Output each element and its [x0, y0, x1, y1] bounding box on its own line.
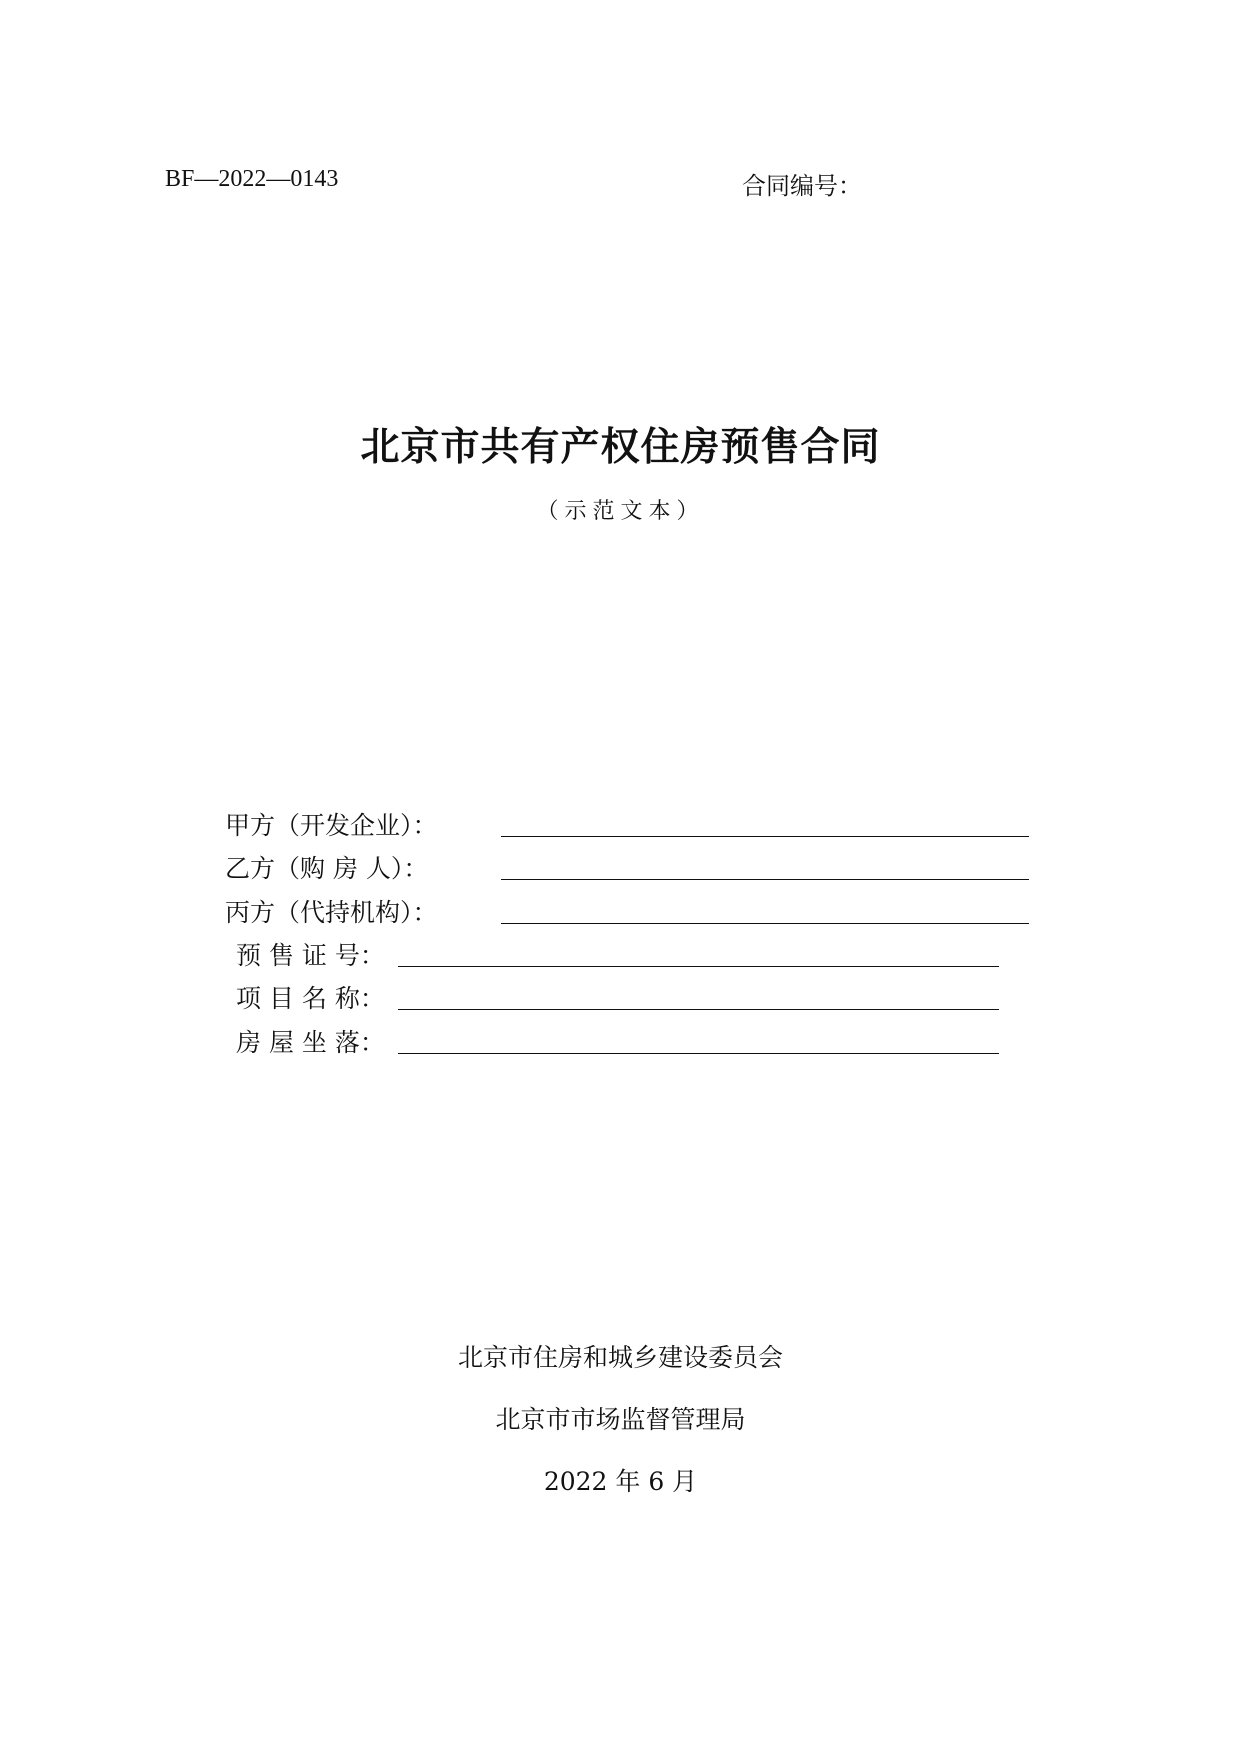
party-a-input-line[interactable]: [501, 836, 1029, 837]
party-b-input-line[interactable]: [501, 879, 1029, 880]
party-c-input-line[interactable]: [501, 923, 1029, 924]
issuer-market-supervision: 北京市市场监督管理局: [495, 1405, 746, 1434]
project-name-input-line[interactable]: [398, 1009, 999, 1010]
document-code: BF—2022—0143: [165, 166, 339, 192]
project-name-label: 项 目 名 称：: [236, 984, 385, 1013]
property-location-input-line[interactable]: [398, 1053, 999, 1054]
issue-date: 2022 年 6 月: [543, 1467, 698, 1496]
party-b-label: 乙方（购 房 人）：: [225, 854, 429, 883]
document-title: 北京市共有产权住房预售合同: [360, 424, 881, 470]
property-location-label: 房 屋 坐 落：: [236, 1028, 385, 1057]
document-subtitle: （示范文本）: [536, 499, 705, 524]
presale-permit-input-line[interactable]: [398, 966, 999, 967]
presale-permit-label: 预 售 证 号：: [236, 941, 385, 970]
party-c-label: 丙方（代持机构）：: [225, 898, 438, 927]
party-a-label: 甲方（开发企业）：: [225, 811, 438, 840]
issuer-housing-commission: 北京市住房和城乡建设委员会: [457, 1343, 783, 1372]
contract-number-label: 合同编号：: [742, 172, 862, 200]
